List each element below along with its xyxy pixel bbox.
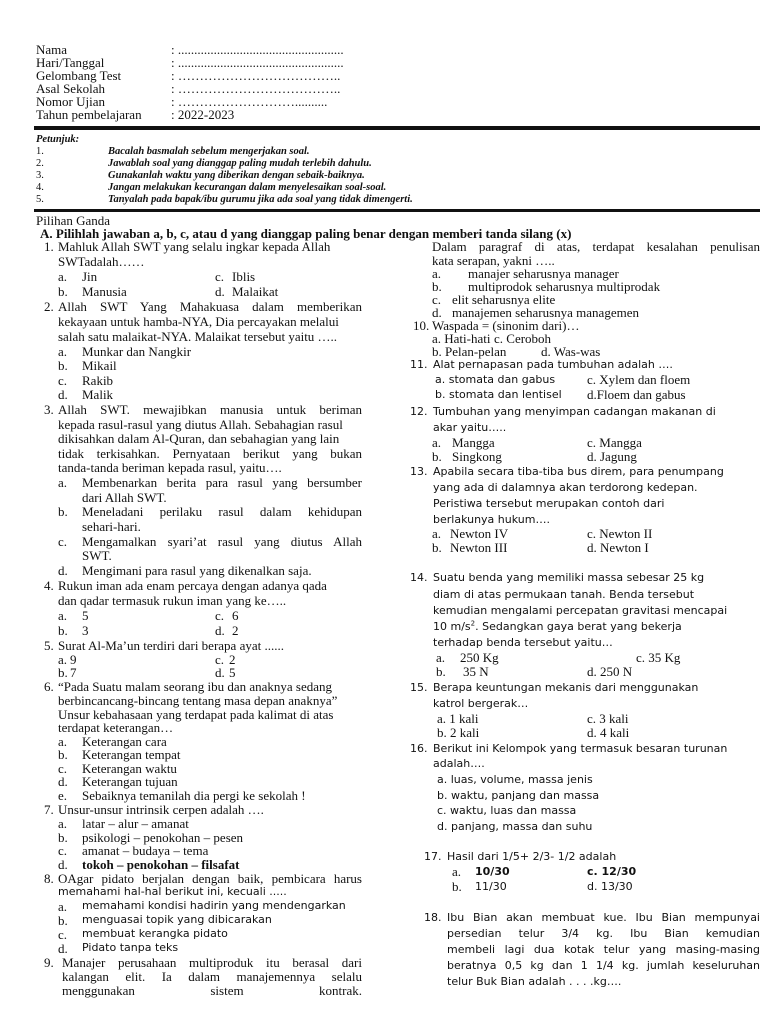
question-text: beratnya 0,5 kg dan 1 1/4 kg. jumlah keseluruhan — [447, 959, 760, 972]
option-label[interactable]: d. — [58, 857, 68, 872]
question-text: Unsur kebahasaan yang terdapat pada kalimat di atas — [58, 707, 334, 722]
question-text: Dalam paragraf di atas, terdapat kesalahan penulisan — [432, 239, 760, 254]
question-text: kekayaan untuk hamba-NYA, Dia percayakan melalui — [58, 314, 339, 329]
question-text: yang ada di dalamnya akan terdorong kedepan. — [433, 481, 698, 494]
instruction-item: Jangan melakukan kecurangan dalam menyelesaikan soal-soal. — [108, 182, 387, 193]
option-text[interactable]: Mangga — [452, 435, 495, 450]
question-text: memahami hal-hal berikut ini, kecuali ..... — [58, 885, 287, 898]
question-text: Berikut ini Kelompok yang termasuk besaran turunan — [433, 742, 728, 755]
option-label[interactable]: c. — [215, 269, 225, 284]
question-text: Alat pernapasan pada tumbuhan adalah …. — [433, 358, 673, 371]
option-label[interactable]: b. — [58, 830, 68, 845]
option-text[interactable]: b. Pelan-pelan — [432, 344, 507, 359]
section-instruction: A. Pilihlah jawaban a, b, c, atau d yang dianggap paling benar dengan memberi tanda silang (x) — [40, 226, 572, 241]
option-label[interactable]: a. — [58, 475, 68, 490]
option-text[interactable]: 250 Kg — [460, 650, 499, 665]
option-label[interactable]: b. — [58, 284, 68, 299]
option-text[interactable]: a. 1 kali — [437, 711, 479, 726]
question-number: 13. — [410, 465, 428, 478]
option-text[interactable]: 9 — [70, 652, 77, 667]
option-text[interactable]: 5 — [82, 608, 89, 623]
option-label[interactable]: b. — [58, 913, 68, 928]
option-label[interactable]: b. — [432, 449, 442, 464]
instruction-item: Bacalah basmalah sebelum mengerjakan soal. — [108, 146, 310, 157]
option-text[interactable]: 35 N — [463, 664, 489, 679]
question-text: OAgar pidato berjalan dengan baik, pembicara harus — [58, 871, 362, 886]
option-text[interactable]: b. 2 kali — [437, 725, 480, 740]
instruction-num: 1. — [36, 146, 44, 157]
option-text[interactable]: b. stomata dan lentisel — [435, 388, 562, 401]
field-value-gelombang: : ……………………………….. — [171, 68, 341, 83]
option-text[interactable]: Jin — [82, 269, 98, 284]
question-text: kata serapan, yakni ….. — [432, 253, 555, 268]
question-number: 18. — [424, 911, 442, 924]
question-number: 6. — [44, 679, 54, 694]
option-label[interactable]: b. — [452, 879, 462, 894]
option-text[interactable]: 5 — [229, 665, 236, 680]
option-text[interactable]: c. Xylem dan floem — [587, 372, 691, 387]
question-number: 3. — [44, 402, 54, 417]
option-label[interactable]: c. — [432, 292, 442, 307]
option-text[interactable]: Newton IV — [450, 526, 509, 541]
question-text: Unsur-unsur intrinsik cerpen adalah …. — [58, 802, 264, 817]
option-text[interactable]: SWT. — [82, 548, 112, 563]
question-number: 5. — [44, 638, 54, 653]
question-text: katrol bergerak… — [433, 697, 529, 710]
option-text[interactable]: 3 — [82, 623, 89, 638]
option-label[interactable]: a. — [58, 608, 68, 623]
question-text: Surat Al-Ma’un terdiri dari berapa ayat ...... — [58, 638, 284, 653]
option-text[interactable]: c. Newton II — [587, 526, 653, 541]
option-text[interactable]: d. 13/30 — [587, 880, 633, 893]
option-text[interactable]: Malik — [82, 387, 114, 402]
instruction-num: 5. — [36, 194, 44, 205]
option-label[interactable]: b. — [58, 747, 68, 762]
option-text[interactable]: d. Newton I — [587, 540, 649, 555]
option-label[interactable]: d. — [58, 941, 68, 956]
option-label[interactable]: d. — [432, 305, 442, 320]
question-text: Berapa keuntungan mekanis dari menggunakan — [433, 681, 699, 694]
question-number: 10. — [413, 318, 430, 333]
option-text[interactable]: Mengimani para rasul yang dikenalkan saja. — [82, 563, 312, 578]
option-text[interactable]: d.Floem dan gabus — [587, 387, 686, 402]
option-text[interactable]: Keterangan cara — [82, 734, 167, 749]
option-text[interactable]: 2 — [232, 623, 239, 638]
question-text: kalangan elit. Ia dalam manajemennya selalu — [62, 969, 362, 984]
field-label-nama: Nama — [36, 42, 68, 57]
question-text: terhadap benda tersebut yaitu… — [433, 636, 613, 649]
option-text[interactable]: Malaikat — [232, 284, 279, 299]
option-label[interactable]: c. — [215, 608, 225, 623]
option-text[interactable]: Membenarkan berita para rasul yang bersumber — [82, 475, 362, 490]
option-label[interactable]: b. — [436, 664, 446, 679]
option-text[interactable]: manajer seharusnya manager — [468, 266, 619, 281]
option-text[interactable]: Iblis — [232, 269, 256, 284]
instruction-num: 3. — [36, 170, 44, 181]
question-text: berlakunya hukum…. — [433, 513, 550, 526]
option-text[interactable]: d. 250 N — [587, 664, 633, 679]
option-label[interactable]: d. — [215, 284, 225, 299]
field-value-nama: : ................................................... — [171, 42, 344, 57]
header-divider — [34, 126, 760, 130]
question-number: 11. — [410, 358, 428, 371]
question-text: 10 $m/s^2$. Sedangkan gaya berat yang bekerja — [433, 619, 682, 633]
question-text: terdapat keterangan… — [58, 720, 174, 735]
instructions-title: Petunjuk: — [36, 134, 80, 145]
option-text[interactable]: b. waktu, panjang dan massa — [437, 789, 600, 802]
instruction-num: 4. — [36, 182, 44, 193]
question-text: Apabila secara tiba-tiba bus direm, para penumpang — [433, 465, 724, 478]
option-text[interactable]: c. 3 kali — [587, 711, 629, 726]
question-text: Waspada = (sinonim dari)… — [432, 318, 580, 333]
instruction-item: Jawablah soal yang dianggap paling mudah terlebih dahulu. — [108, 158, 372, 169]
option-label[interactable]: b. — [58, 358, 68, 373]
option-label[interactable]: a. — [432, 266, 442, 281]
question-number: 8. — [44, 871, 54, 886]
question-text: akar yaitu….. — [433, 421, 507, 434]
option-text[interactable]: 10/30 — [475, 865, 510, 878]
field-label-tanggal: Hari/Tanggal — [36, 55, 105, 70]
option-text[interactable]: menguasai topik yang dibicarakan — [82, 913, 272, 926]
option-label[interactable]: c. — [58, 843, 68, 858]
field-value-tanggal: : ................................................... — [171, 55, 344, 70]
option-text[interactable]: memahami kondisi hadirin yang mendengarkan — [82, 899, 346, 912]
option-label[interactable]: c. — [58, 927, 68, 942]
question-number: 7. — [44, 802, 54, 817]
question-number: 17. — [424, 850, 442, 863]
question-text: Tumbuhan yang menyimpan cadangan makanan di — [433, 405, 716, 418]
option-text[interactable]: tokoh – penokohan – filsafat — [82, 857, 240, 872]
field-value-sekolah: : ……………………………….. — [171, 81, 341, 96]
field-label-sekolah: Asal Sekolah — [36, 81, 105, 96]
option-label[interactable]: a. — [452, 864, 462, 879]
option-text[interactable]: sehari-hari. — [82, 519, 141, 534]
option-label[interactable]: c. — [58, 373, 68, 388]
instruction-item: Gunakanlah waktu yang diberikan dengan sebaik-baiknya. — [108, 170, 365, 181]
option-text[interactable]: manajemen seharusnya managemen — [452, 305, 639, 320]
option-text[interactable]: c. Ceroboh — [494, 331, 552, 346]
option-label[interactable]: a. — [58, 899, 68, 914]
option-text[interactable]: Sebaiknya temanilah dia pergi ke sekolah ! — [82, 788, 306, 803]
option-label[interactable]: c. — [58, 534, 68, 549]
option-text[interactable]: Mikail — [82, 358, 117, 373]
option-label[interactable]: a. — [58, 269, 68, 284]
option-label[interactable]: e. — [58, 788, 68, 803]
option-label[interactable]: d. — [215, 623, 225, 638]
option-text[interactable]: psikologi – penokohan – pesen — [82, 830, 244, 845]
option-text[interactable]: 6 — [232, 608, 239, 623]
instructions-divider — [34, 209, 760, 212]
question-number: 14. — [410, 571, 428, 584]
field-label-tahun: Tahun pembelajaran — [36, 107, 142, 122]
section-title: Pilihan Ganda — [36, 213, 111, 228]
option-label[interactable]: d. — [58, 563, 68, 578]
option-text[interactable]: Keterangan tujuan — [82, 774, 178, 789]
option-label[interactable]: b. — [58, 504, 68, 519]
option-label[interactable]: d. — [58, 387, 68, 402]
option-text[interactable]: d. 4 kali — [587, 725, 630, 740]
question-number: 1. — [44, 239, 54, 254]
option-label[interactable]: b. — [58, 665, 68, 680]
question-text: Peristiwa tersebut merupakan contoh dari — [433, 497, 665, 510]
question-text: Mahluk Allah SWT yang selalu ingkar kepada Allah — [58, 239, 331, 254]
question-text: diam di atas permukaan tanah. Benda tersebut — [433, 588, 695, 601]
option-label[interactable]: c. — [215, 652, 225, 667]
option-text[interactable]: 2 — [229, 652, 236, 667]
question-text: SWTadalah…… — [58, 254, 145, 269]
question-text: Hasil dari 1/5+ 2/3- 1/2 adalah — [447, 850, 617, 863]
field-label-gelombang: Gelombang Test — [36, 68, 122, 83]
option-label[interactable]: d. — [215, 665, 225, 680]
question-number: 9. — [44, 955, 54, 970]
option-text[interactable]: Rakib — [82, 373, 114, 388]
question-number: 4. — [44, 578, 54, 593]
option-text[interactable]: c. 35 Kg — [636, 650, 681, 665]
question-text: dan qadar termasuk rukun iman yang ke….. — [58, 593, 287, 608]
option-text[interactable]: Munkar dan Nangkir — [82, 344, 192, 359]
option-text[interactable]: dari Allah SWT. — [82, 490, 167, 505]
option-label[interactable]: a. — [58, 816, 68, 831]
option-text[interactable]: elit seharusnya elite — [452, 292, 556, 307]
instruction-item: Tanyalah pada bapak/ibu gurumu jika ada soal yang tidak dimengerti. — [108, 194, 413, 205]
option-text[interactable]: 7 — [70, 665, 77, 680]
option-text[interactable]: c. waktu, luas dan massa — [437, 804, 577, 817]
question-text: tidak terkisahkan. Pernyataan berikut yang bukan — [58, 446, 362, 461]
option-label[interactable]: b. — [58, 623, 68, 638]
question-number: 2. — [44, 299, 54, 314]
question-text: salah satu malaikat-NYA. Malaikat tersebut yaitu ….. — [58, 329, 338, 344]
option-label[interactable]: c. — [58, 761, 68, 776]
question-number: 12. — [410, 405, 428, 418]
option-text[interactable]: Keterangan waktu — [82, 761, 177, 776]
question-text: berbincancang-bincang tentang masa depan anaknya” — [58, 693, 338, 708]
option-label[interactable]: a. — [58, 652, 68, 667]
option-text[interactable]: c. 12/30 — [587, 865, 637, 878]
question-text: Ibu Bian akan membuat kue. Ibu Bian mempunyai — [447, 911, 760, 924]
option-label[interactable]: a. — [432, 435, 442, 450]
field-value-nomor: : ……………………….......... — [171, 94, 328, 109]
option-text[interactable]: amanat – budaya – tema — [82, 843, 209, 858]
option-text[interactable]: Pidato tanpa teks — [82, 941, 179, 954]
option-label[interactable]: b. — [432, 540, 442, 555]
question-number: 15. — [410, 681, 428, 694]
question-text: tanda-tanda beriman kepada rasul, yaitu…. — [58, 460, 282, 475]
question-text: Allah SWT. mewajibkan manusia untuk beriman — [58, 402, 362, 417]
option-text[interactable]: Meneladani perilaku rasul dalam kehidupan — [82, 504, 362, 519]
option-text[interactable]: d. Jagung — [587, 449, 637, 464]
option-text[interactable]: c. Mangga — [587, 435, 642, 450]
question-text: Allah SWT Yang Mahakuasa dalam memberikan — [58, 299, 362, 314]
question-text: dikisahkan dalam Al-Quran, dan sebahagian yang lain — [58, 431, 340, 446]
option-text[interactable]: multiprodok seharusnya multiprodak — [468, 279, 661, 294]
option-text[interactable]: d. Was-was — [541, 344, 601, 359]
option-label[interactable]: a. — [432, 526, 442, 541]
option-text[interactable]: Keterangan tempat — [82, 747, 181, 762]
option-label[interactable]: a. — [58, 734, 68, 749]
question-text: menggunakan sistem kontrak. — [62, 983, 362, 998]
question-text: adalah…. — [433, 757, 485, 770]
question-text: Suatu benda yang memiliki massa sebesar 25 kg — [433, 571, 705, 584]
option-label[interactable]: d. — [58, 774, 68, 789]
option-label[interactable]: b. — [432, 279, 442, 294]
question-text: kemudian mengalami percepatan gravitasi mencapai — [433, 604, 728, 617]
option-label[interactable]: a. — [58, 344, 68, 359]
option-text[interactable]: Mengamalkan syari’at rasul yang diutus Allah — [82, 534, 362, 549]
option-text[interactable]: 11/30 — [475, 880, 507, 893]
instruction-num: 2. — [36, 158, 44, 169]
question-text: membeli lagi dua kotak telur yang masing-masing — [447, 943, 760, 956]
option-text[interactable]: a. luas, volume, massa jenis — [437, 773, 593, 786]
option-text[interactable]: Singkong — [452, 449, 502, 464]
option-text[interactable]: latar – alur – amanat — [82, 816, 189, 831]
superscript: 2 — [470, 619, 476, 628]
question-number: 16. — [410, 742, 428, 755]
question-text: kepada rasul-rasul yang diutus Allah. Sebahagian rasul — [58, 417, 343, 432]
option-text[interactable]: d. panjang, massa dan suhu — [437, 820, 593, 833]
option-text[interactable]: membuat kerangka pidato — [82, 927, 228, 940]
field-label-nomor: Nomor Ujian — [36, 94, 105, 109]
option-text[interactable]: a. stomata dan gabus — [435, 373, 556, 386]
option-label[interactable]: a. — [436, 650, 446, 665]
question-text: Rukun iman ada enam percaya dengan adanya qada — [58, 578, 327, 593]
question-text: Manajer perusahaan multiproduk itu berasal dari — [62, 955, 362, 970]
question-text: “Pada Suatu malam seorang ibu dan anaknya sedang — [58, 679, 332, 694]
option-text[interactable]: a. Hati-hati — [432, 331, 491, 346]
option-text[interactable]: Newton III — [450, 540, 508, 555]
field-value-tahun: : 2022-2023 — [171, 107, 235, 122]
question-text: persedian telur 3/4 kg. Ibu Bian kemudian — [447, 927, 760, 940]
question-text: telur Buk Bian adalah . . . .kg…. — [447, 975, 622, 988]
option-text[interactable]: Manusia — [82, 284, 127, 299]
